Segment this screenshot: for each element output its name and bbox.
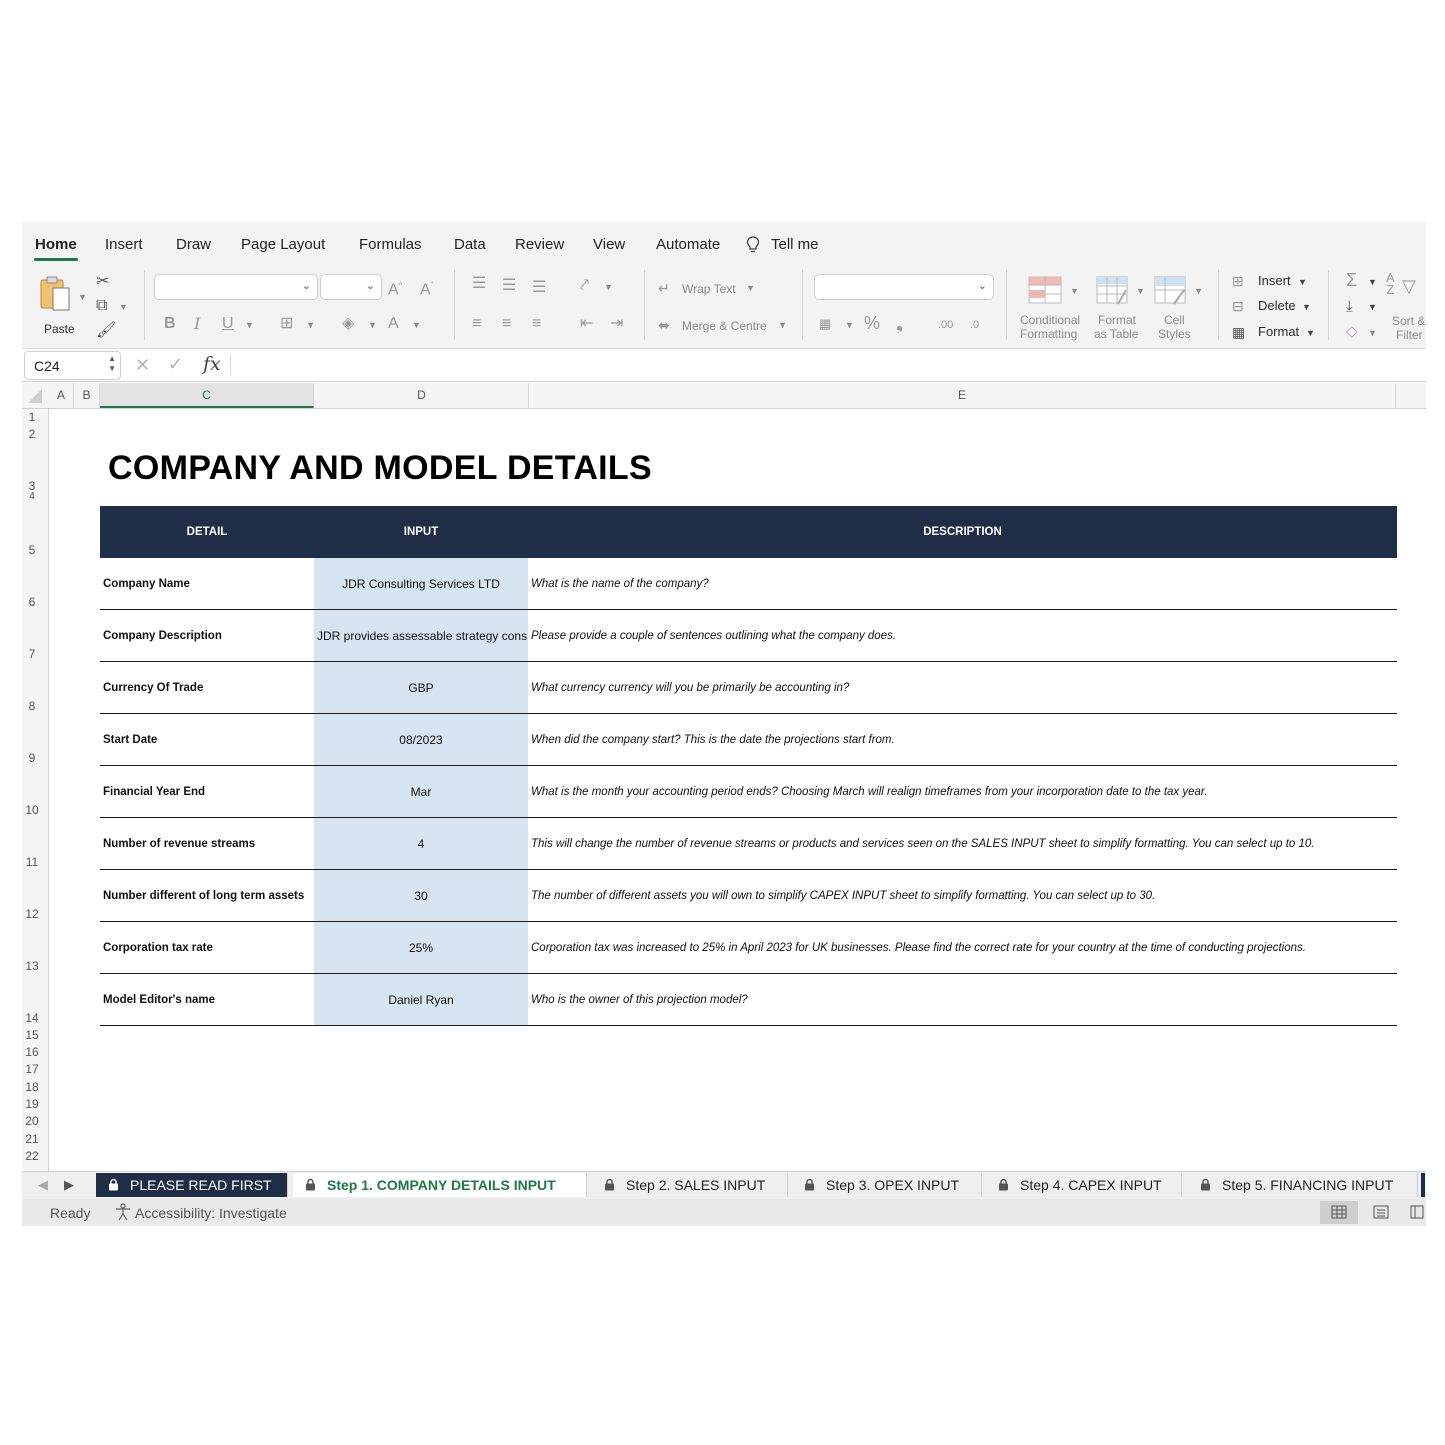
- tab-bar-edge: [1421, 1173, 1425, 1197]
- column-header-b[interactable]: B: [74, 383, 100, 408]
- detail-cell[interactable]: Start Date: [103, 734, 158, 746]
- grid-view-icon: [1331, 1205, 1347, 1219]
- description-cell[interactable]: What is the name of the company?: [531, 578, 709, 590]
- clear-icon[interactable]: ◇: [1346, 323, 1358, 340]
- cell-styles-label-line2: Styles: [1158, 327, 1191, 341]
- wrap-text-icon[interactable]: ↵: [658, 280, 670, 296]
- ribbon-toolbar: [22, 262, 1426, 349]
- accounting-format-icon[interactable]: ▦: [819, 316, 832, 331]
- merge-icon[interactable]: ⬌: [658, 317, 670, 333]
- sheet-tab-label: Step 1. COMPANY DETAILS INPUT: [327, 1177, 556, 1193]
- input-cell[interactable]: 4: [314, 818, 528, 869]
- name-box-value: C24: [34, 358, 60, 374]
- sheet-title[interactable]: COMPANY AND MODEL DETAILS: [108, 449, 652, 487]
- detail-cell[interactable]: Company Description: [103, 630, 222, 642]
- tab-insert[interactable]: Insert: [105, 236, 143, 253]
- page-layout-view-button[interactable]: [1362, 1201, 1400, 1224]
- input-cell[interactable]: 30: [314, 870, 528, 921]
- input-cell[interactable]: Daniel Ryan: [314, 974, 528, 1025]
- lock-icon: [604, 1178, 615, 1191]
- previous-sheet-icon[interactable]: ◀: [38, 1177, 48, 1192]
- cell-styles-button[interactable]: [1152, 272, 1208, 342]
- page-layout-icon: [1373, 1205, 1389, 1219]
- next-sheet-icon[interactable]: ▶: [64, 1177, 74, 1192]
- conditional-formatting-label-line2: Formatting: [1020, 327, 1078, 341]
- chevron-down-icon: ▼: [368, 320, 377, 330]
- autosum-icon[interactable]: Σ: [1346, 270, 1358, 290]
- comma-style-icon[interactable]: ❟: [896, 313, 904, 333]
- cell-styles-icon: [1154, 276, 1188, 306]
- separator: [1218, 270, 1219, 340]
- chevron-down-icon: ▼: [1194, 286, 1203, 296]
- table-row: [100, 610, 1397, 662]
- description-cell[interactable]: When did the company start? This is the date the projections start from.: [531, 734, 895, 746]
- font-name-select[interactable]: [154, 274, 318, 300]
- name-box[interactable]: [24, 351, 121, 380]
- row-header-bar: [22, 409, 49, 1171]
- name-box-spinner-icon[interactable]: ▲ ▼: [108, 354, 116, 373]
- decrease-font-size-icon[interactable]: $A^ˇ$: [420, 281, 434, 299]
- paste-button[interactable]: [36, 270, 86, 338]
- row-header[interactable]: 7: [28, 647, 36, 661]
- font-color-icon[interactable]: A: [388, 315, 399, 332]
- chevron-down-icon: ▼: [778, 320, 787, 330]
- column-header-c[interactable]: C: [100, 383, 314, 408]
- italic-icon[interactable]: I: [194, 314, 201, 333]
- excel-window: [22, 222, 1426, 1226]
- delete-cells-icon: ⊟: [1232, 298, 1244, 314]
- conditional-formatting-button[interactable]: [1016, 272, 1088, 342]
- bold-icon[interactable]: B: [164, 315, 176, 332]
- detail-cell[interactable]: Currency Of Trade: [103, 682, 204, 694]
- format-as-table-label-line2: as Table: [1094, 327, 1139, 341]
- lightbulb-icon: [746, 236, 760, 254]
- insert-button[interactable]: Insert: [1258, 273, 1291, 288]
- row-header[interactable]: 13: [25, 959, 39, 973]
- detail-cell[interactable]: Financial Year End: [103, 786, 206, 798]
- clipboard-icon: [39, 274, 73, 312]
- table-row: [100, 766, 1397, 818]
- copy-icon[interactable]: ⧉: [96, 297, 108, 314]
- input-cell[interactable]: 25%: [314, 922, 528, 973]
- header-input[interactable]: INPUT: [403, 526, 439, 538]
- borders-icon[interactable]: ⊞: [280, 315, 294, 332]
- page-break-icon: [1410, 1205, 1424, 1219]
- sheet-tab-financing-input[interactable]: [1188, 1173, 1418, 1197]
- row-header[interactable]: 11: [25, 855, 39, 869]
- number-format-select[interactable]: [814, 274, 994, 300]
- orientation-icon[interactable]: ⤤: [580, 277, 590, 294]
- lock-icon: [804, 1178, 815, 1191]
- chevron-down-icon: ▼: [245, 320, 254, 330]
- sheet-tab-sales-input[interactable]: [592, 1173, 788, 1197]
- wrap-text-button[interactable]: Wrap Text: [682, 282, 736, 296]
- row-header[interactable]: 1: [28, 410, 36, 424]
- sheet-tab-capex-input[interactable]: [986, 1173, 1182, 1197]
- input-cell[interactable]: GBP: [314, 662, 528, 713]
- sheet-tab-please-read-first[interactable]: [96, 1173, 288, 1197]
- underline-icon[interactable]: U: [222, 315, 234, 332]
- format-as-table-label-line1: Format: [1098, 313, 1137, 327]
- insert-function-icon[interactable]: fx: [203, 353, 221, 375]
- column-header-bar: [22, 383, 1426, 409]
- active-tab-underline: [34, 258, 78, 261]
- conditional-formatting-icon: [1028, 276, 1062, 304]
- ribbon-tab-bar: [22, 222, 1426, 262]
- accessibility-icon: [114, 1203, 132, 1221]
- separator: [644, 270, 645, 340]
- sheet-tab-label: Step 5. FINANCING INPUT: [1222, 1177, 1394, 1193]
- description-cell[interactable]: What is the month your accounting period ends? Choosing March will realign timeframes from your incorporation date to the tax year.: [531, 786, 1208, 798]
- row-header[interactable]: 16: [25, 1045, 39, 1059]
- table-row: [100, 974, 1397, 1026]
- chevron-down-icon: ⌄: [301, 280, 311, 292]
- status-bar: [22, 1199, 1426, 1226]
- row-header[interactable]: 21: [25, 1132, 39, 1146]
- merge-centre-button[interactable]: Merge & Centre: [682, 319, 767, 333]
- input-cell[interactable]: JDR provides assessable strategy cons: [314, 610, 528, 661]
- row-header[interactable]: 19: [25, 1097, 39, 1111]
- table-row: [100, 662, 1397, 714]
- format-as-table-button[interactable]: [1092, 272, 1148, 342]
- row-header[interactable]: 22: [25, 1149, 39, 1163]
- sheet-tab-label: Step 3. OPEX INPUT: [826, 1177, 960, 1193]
- table-row: [100, 818, 1397, 870]
- sort-filter-label-line2: Filter: [1396, 328, 1423, 342]
- chevron-down-icon: ▼: [1368, 277, 1377, 287]
- chevron-down-icon: ▼: [1070, 286, 1079, 296]
- chevron-down-icon: ▼: [1368, 302, 1377, 312]
- row-header[interactable]: 12: [25, 907, 39, 921]
- format-painter-icon[interactable]: 🖌: [96, 322, 117, 339]
- description-cell[interactable]: Corporation tax was increased to 25% in April 2023 for UK businesses. Please find the correct rate for your country at the time of conducting projections.: [531, 942, 1306, 954]
- row-header[interactable]: 3: [28, 479, 36, 493]
- description-cell[interactable]: What currency currency will you be primarily be accounting in?: [531, 682, 850, 694]
- chevron-down-icon: ▼: [78, 292, 87, 302]
- table-row: [100, 922, 1397, 974]
- sort-filter-icon[interactable]: A Z: [1386, 270, 1395, 297]
- cell-styles-label-line1: Cell: [1164, 313, 1185, 327]
- description-cell[interactable]: Who is the owner of this projection model?: [531, 994, 748, 1006]
- separator: [144, 270, 145, 340]
- chevron-down-icon: ▼: [412, 320, 421, 330]
- table-row: [100, 558, 1397, 610]
- fill-color-icon[interactable]: ◈: [342, 315, 355, 332]
- detail-cell[interactable]: Number different of long term assets: [103, 890, 305, 902]
- column-header-d[interactable]: D: [315, 383, 529, 408]
- table-row: [100, 714, 1397, 766]
- accessibility-status[interactable]: Accessibility: Investigate: [135, 1205, 287, 1221]
- tab-formulas[interactable]: Formulas: [359, 236, 422, 253]
- increase-indent-icon[interactable]: ⇥: [610, 315, 624, 332]
- chevron-down-icon: ▼: [1298, 277, 1307, 287]
- chevron-down-icon: ▼: [845, 320, 854, 330]
- increase-font-size-icon[interactable]: A^: [388, 281, 403, 299]
- separator: [230, 355, 231, 375]
- column-header-a[interactable]: A: [49, 383, 74, 408]
- row-header[interactable]: 2: [28, 427, 36, 441]
- detail-cell[interactable]: Corporation tax rate: [103, 942, 213, 954]
- row-header[interactable]: 4: [29, 491, 35, 502]
- lock-icon: [1200, 1178, 1211, 1191]
- description-cell[interactable]: This will change the number of revenue streams or products and services seen on the SALES INPUT sheet to simplify formatting. You can select up to 10.: [531, 838, 1315, 850]
- page-break-view-button[interactable]: [1404, 1201, 1426, 1224]
- row-header[interactable]: 9: [28, 751, 36, 765]
- tab-automate[interactable]: Automate: [656, 236, 721, 253]
- scissors-icon[interactable]: ✂: [96, 273, 110, 290]
- filter-funnel-icon: ▽: [1402, 276, 1416, 296]
- sheet-tab-label: Step 4. CAPEX INPUT: [1020, 1177, 1162, 1193]
- paste-label: Paste: [44, 322, 75, 336]
- input-cell[interactable]: Mar: [314, 766, 528, 817]
- select-all-corner[interactable]: [22, 383, 48, 408]
- sheet-tab-bar: [22, 1171, 1426, 1199]
- header-detail[interactable]: DETAIL: [186, 526, 228, 538]
- lock-icon: [108, 1178, 119, 1191]
- confirm-entry-icon[interactable]: ✓: [168, 354, 184, 374]
- status-ready: Ready: [50, 1205, 91, 1221]
- row-header[interactable]: 8: [28, 699, 36, 713]
- format-button[interactable]: Format: [1258, 324, 1300, 339]
- separator: [1328, 270, 1329, 340]
- detail-cell[interactable]: Number of revenue streams: [103, 838, 256, 850]
- table-header: [100, 506, 1397, 558]
- tab-view[interactable]: View: [593, 236, 626, 253]
- separator: [454, 270, 455, 340]
- sheet-tab-label: PLEASE READ FIRST: [130, 1177, 272, 1193]
- chevron-down-icon: ▼: [119, 302, 128, 312]
- description-cell[interactable]: The number of different assets you will own to simplify CAPEX INPUT sheet to simplify formatting. You can select up to 30.: [531, 890, 1156, 902]
- detail-cell[interactable]: Company Name: [103, 578, 190, 590]
- align-left-icon[interactable]: ≡: [472, 315, 482, 332]
- chevron-down-icon: ▼: [306, 320, 315, 330]
- separator: [1006, 270, 1007, 340]
- tab-review[interactable]: Review: [515, 236, 565, 253]
- row-header[interactable]: 14: [25, 1011, 39, 1025]
- row-header[interactable]: 10: [25, 803, 39, 817]
- font-size-select[interactable]: [320, 274, 382, 300]
- align-right-icon[interactable]: ≡: [532, 315, 542, 332]
- increase-decimal-icon[interactable]: .00: [938, 319, 954, 331]
- header-description[interactable]: DESCRIPTION: [923, 526, 1002, 538]
- lock-icon: [305, 1178, 316, 1191]
- sheet-tab-company-details-input[interactable]: [293, 1173, 587, 1197]
- conditional-formatting-label-line1: Conditional: [1020, 313, 1081, 327]
- decrease-decimal-icon[interactable]: .0: [970, 319, 980, 331]
- tab-tell-me[interactable]: Tell me: [771, 236, 819, 253]
- row-header[interactable]: 17: [25, 1062, 39, 1076]
- sort-filter-label-line1: Sort &: [1392, 314, 1426, 328]
- chevron-down-icon: ⌄: [365, 280, 375, 292]
- row-header[interactable]: 5: [28, 543, 36, 557]
- spreadsheet-grid: [22, 383, 1426, 1171]
- row-header[interactable]: 15: [25, 1028, 39, 1042]
- format-cells-icon: ▦: [1232, 324, 1246, 340]
- sheet-tab-label: Step 2. SALES INPUT: [626, 1177, 766, 1193]
- input-cell[interactable]: 08/2023: [314, 714, 528, 765]
- select-all-icon: [28, 389, 42, 403]
- percent-icon[interactable]: %: [864, 313, 881, 333]
- chevron-down-icon: ▼: [1368, 328, 1377, 338]
- decrease-indent-icon[interactable]: ⇤: [580, 315, 594, 332]
- description-cell[interactable]: Please provide a couple of sentences outlining what the company does.: [531, 630, 897, 642]
- chevron-down-icon: ▼: [746, 283, 755, 293]
- table-row: [100, 870, 1397, 922]
- tab-page-layout[interactable]: Page Layout: [241, 236, 326, 253]
- align-center-icon[interactable]: ≡: [502, 315, 512, 332]
- delete-button[interactable]: Delete: [1258, 298, 1296, 313]
- chevron-down-icon: ⌄: [977, 280, 987, 292]
- cancel-entry-icon[interactable]: ✕: [135, 355, 151, 375]
- sheet-tab-opex-input[interactable]: [792, 1173, 982, 1197]
- detail-cell[interactable]: Model Editor's name: [103, 994, 216, 1006]
- row-header[interactable]: 18: [25, 1080, 39, 1094]
- tab-data[interactable]: Data: [454, 236, 486, 253]
- format-as-table-icon: [1096, 276, 1130, 306]
- column-header-e[interactable]: E: [529, 383, 1396, 408]
- align-top-icon[interactable]: ☰: [472, 275, 487, 292]
- fill-down-icon[interactable]: ⤓: [1346, 298, 1353, 315]
- separator: [802, 270, 803, 340]
- chevron-down-icon: ▼: [604, 282, 613, 292]
- row-header[interactable]: 6: [28, 595, 36, 609]
- normal-view-button[interactable]: [1320, 1201, 1358, 1224]
- input-cell[interactable]: JDR Consulting Services LTD: [314, 558, 528, 609]
- chevron-down-icon: ▼: [1302, 302, 1311, 312]
- align-bottom-icon[interactable]: ☰: [532, 279, 547, 296]
- tab-home[interactable]: Home: [35, 236, 77, 253]
- insert-cells-icon: ⊞: [1232, 273, 1244, 289]
- formula-input[interactable]: [238, 355, 1418, 375]
- lock-icon: [998, 1178, 1009, 1191]
- align-middle-icon[interactable]: ☰: [502, 277, 517, 294]
- tab-draw[interactable]: Draw: [176, 236, 212, 253]
- chevron-down-icon: ▼: [1136, 286, 1145, 296]
- formula-bar: [22, 349, 1426, 382]
- chevron-down-icon: ▼: [1306, 328, 1315, 338]
- row-header[interactable]: 20: [25, 1114, 39, 1128]
